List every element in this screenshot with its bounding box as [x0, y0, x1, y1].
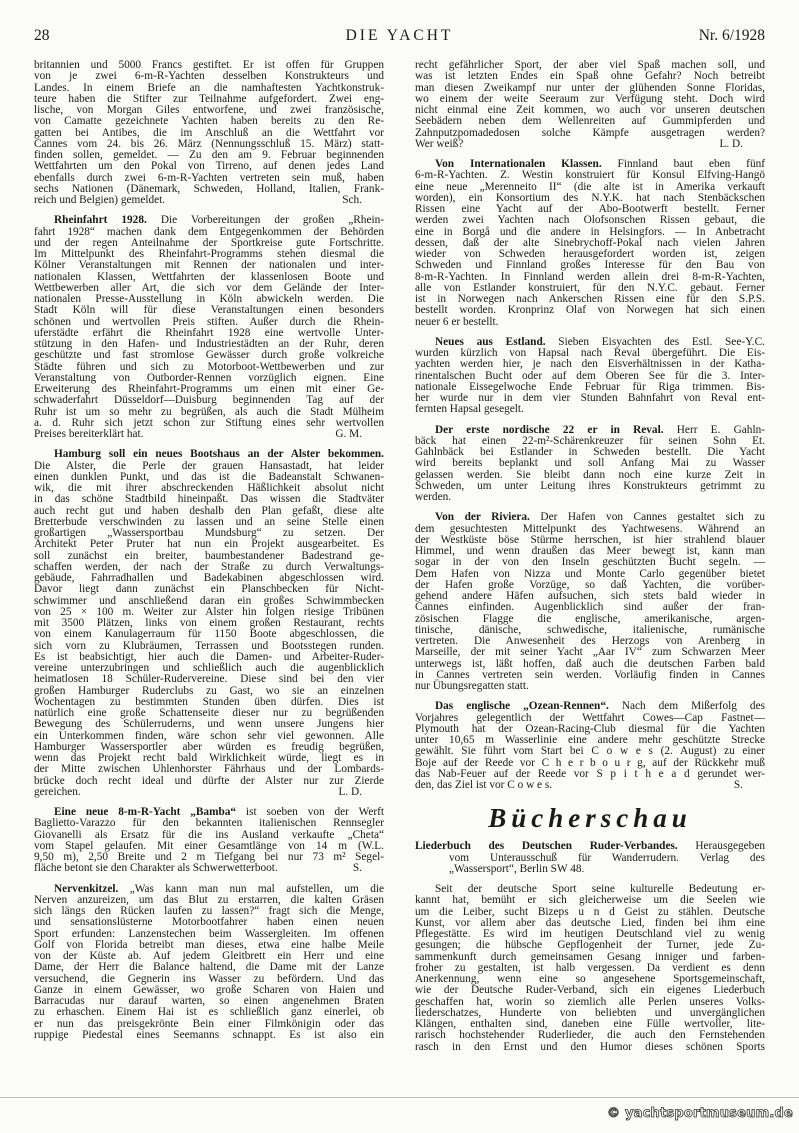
line-text: Seit der deutsche Sport seine kulturelle Bedeutung er-: [435, 883, 765, 895]
line-text: rinentalschen Bucht oder auf dem Oberen See für die 3. Inter-: [415, 369, 765, 382]
line-text: Der Hafen von Cannes gestaltet sich zu: [529, 511, 765, 524]
line-text: schwimmer und anschließend daran ein großes Schwimmbecken: [34, 594, 384, 607]
line-text: Dame, der Herr die Balance haltend, die Dame mit der Lanze: [34, 961, 384, 974]
line-text: Klängen, enthalten sind, daneben eine Fülle wertvoller, lite-: [415, 1018, 765, 1030]
line-text: bestellt worden. Kronprinz Olaf von Norwegen hat sich einen: [415, 304, 765, 317]
line-text: fläche betont sie den Charakter als Schwerwetterboot.: [34, 862, 278, 875]
line-text: Davor liegt dann zunächst ein Planschbecken für Nicht-: [34, 583, 384, 596]
line-text: 8-m-R-Yachten. In Finnland werden allein drei 8-m-R-Yachten,: [415, 270, 765, 283]
line-text: und sensationslüsterne Motorbootfahrer haben einen neuen: [34, 916, 384, 929]
line-text: in Cannes vertreten sein werden. Vorläufig finden in Cannes: [415, 668, 765, 681]
line-text: eine in Borgå und die andere in Helsingfors. — In Anbetracht: [415, 225, 765, 238]
line-text: teure haben die Stifter zur Teilnahme aufgefordert. Zwei eng-: [34, 92, 384, 105]
line-text: vom Unterausschuß für Wanderrudern. Verlag des: [449, 851, 765, 864]
line-text: von 25 × 100 m. Weiter zur Alster hin folgen riesige Tribünen: [34, 605, 384, 618]
line-text: Ruhr ist um so mehr zu begrüßen, als auch die Stadt Mülheim: [34, 405, 384, 418]
line-text: Wettfahrten um den Pokal von Tirreno, auf denen jedes Land: [34, 160, 384, 173]
line-text: und der regen Anteilnahme der Sportkreise gute Fortschritte.: [34, 236, 384, 249]
line-text: gelassen werden. Sie bleibt dann noch eine kurze Zeit in: [415, 468, 765, 481]
line-text: ebenfalls durch zwei 6-m-R-Yachten vertreten sein muß, haben: [34, 171, 384, 184]
line-text: tinische, dänische, schwedische, italienische, rumänische: [415, 623, 765, 636]
line-text: von der Küste ab. Auf jedem Gleitbrett ein Herr und eine: [34, 950, 384, 962]
line-text: „Was kann man nun mal aufstellen, um die: [118, 882, 384, 895]
line-text: Baglietto-Varazzo für den bekannten italienischen Rennsegler: [34, 817, 384, 830]
line-text: nationalen Klassen, Wettfahrten der klassenlosen Boote und: [34, 270, 384, 283]
line-text: von je zwei 6-m-R-Yachten desselben Konstrukteurs und: [34, 70, 384, 83]
line-text: wurden kürzlich von Hapsal nach Reval übergeführt. Die Eis-: [415, 347, 765, 359]
line-text: Cannes vom 24. bis 26. März (Nennungsschluß 15. März) statt-: [34, 137, 384, 150]
line-text: man diesen Zweikampf nur unter der glühenden Sonne Floridas,: [415, 81, 765, 94]
line-text: gehend andere Häfen aufsuchen, sich stets bald wieder in: [415, 590, 765, 602]
line-text: a. d. Ruhr sich jetzt schon zur Stiftung eines sehr wertvollen: [34, 416, 384, 429]
line-text: Zahnputzpomadedosen solche Kämpfe ausgetragen werden?: [415, 126, 765, 139]
text-line: [415, 681, 765, 692]
line-text: Erweiterung des Rheinfahrt-Programms um einen mit einer Ge-: [34, 383, 384, 395]
line-text: Anerkennung, wenn eine so angesehene Sportsgemeinschaft,: [415, 973, 765, 985]
line-text: brücke doch recht ideal und dürfte der Alster nur zur Zierde: [34, 774, 384, 787]
line-text: wik, die mit ihrer abschreckenden Häßlichkeit absolut nicht: [34, 482, 384, 494]
line-text: zösischen Flagge die englische, amerikanische, argen-: [415, 612, 765, 625]
line-text: Gahlnbäck bei Estlander in Schweden bestellt. Die Yacht: [415, 446, 765, 458]
text-line: [34, 776, 384, 787]
book-review-entry: [415, 841, 765, 875]
line-text: Golf von Florida betreibt man dieses, etwa eine halbe Meile: [34, 938, 384, 951]
line-text: von einem Kanulagerraum für 1150 Boote abgeschlossen, die: [34, 628, 384, 641]
line-text: ist in Norwegen nach Ankerschen Rissen eine für den S.P.S.: [415, 293, 765, 305]
line-text: liederschatzes, Hunderte von beliebten und unvergänglichen: [415, 1006, 765, 1019]
line-text: fernten Hapsal gesegelt.: [415, 403, 524, 416]
line-text: Nerven anzureizen, um das Blut zu erstarren, die kalten Gräsen: [34, 893, 384, 906]
line-text: dem gesuchtesten Mittelpunkt des Yachtwesens. Während an: [415, 522, 765, 535]
line-text: auch recht gut und haben deshalb den Plan gefaßt, diese alte: [34, 504, 384, 517]
line-text: uferstädte erfährt die Rheinfahrt 1928 eine wertvolle Unter-: [34, 326, 384, 339]
line-text: Sport erfunden: Lanzenstechen beim Wassergleiten. Im offenen: [34, 927, 384, 940]
line-text: was ist letzten Endes ein Spaß ohne Gefahr? Noch betreibt: [415, 70, 765, 83]
line-text: fahrt 1928“ machen dank dem Entgegenkommen der Behörden: [34, 225, 384, 238]
line-text: Im Mittelpunkt des Rheinfahrt-Programms stehen diesmal die: [34, 248, 384, 260]
section-heading: Bücherschau: [488, 803, 692, 834]
article: [34, 60, 384, 206]
page-bottom-rule: [0, 1097, 799, 1098]
line-text: nationalen Presse-Ausstellung in Köln abwickeln werden. Die: [34, 293, 384, 305]
line-text: Nach dem Mißerfolg des: [608, 700, 765, 713]
line-text: eine neue „Merenneito II“ (die alte ist in Amerika verkauft: [415, 180, 765, 193]
line-text: kannt hat, bemüht er sich gleicherweise um die Seelen wie: [415, 894, 765, 907]
line-text: schaffen werden, der nach der Straße zu durch Verwaltungs-: [34, 560, 384, 573]
line-text: Kunst, vor allem aber das deutsche Lied, finden bei ihm eine: [415, 916, 765, 929]
line-text: einen dunklen Punkt, und das ist die Badeanstalt Schwanen-: [34, 470, 384, 483]
line-text: zu erhaschen. Einem Hai ist es schließlich ganz einerlei, ob: [34, 1006, 384, 1019]
text-line: [415, 1042, 765, 1053]
right-column: [415, 60, 765, 1062]
text-line: [415, 481, 765, 492]
article: [415, 701, 765, 791]
article-heading: Nervenkitzel.: [54, 882, 119, 895]
line-text: sogar in der von den Inseln geschützten Bucht segeln. —: [415, 556, 765, 569]
article: [34, 884, 384, 1042]
line-text: Schweden, um unter Leitung ihres Konstrukteurs getrimmt zu: [415, 479, 765, 492]
text-line: [415, 492, 765, 503]
line-text: „Wassersport“, Berlin SW 48.: [449, 862, 585, 875]
line-text: Städte führen und sich zu Motorboot-Wettbewerben und zur: [34, 360, 384, 373]
line-text: Bretterbude verschwinden zu lassen und an seine Stelle einen: [34, 515, 384, 528]
author-signature: G. M.: [335, 428, 362, 440]
line-text: britannien und 5000 Francs gestiftet. Er ist offen für Gruppen: [34, 59, 384, 71]
line-text: worden), ein Konsortium des N.Y.K. hat nach Stenbäckschen: [415, 191, 765, 204]
line-text: Marseille, der mit seiner Yacht „Aar IV“ zum Schwarzen Meer: [415, 646, 765, 659]
line-text: ruppige Piedestal eines Seemanns schnappt. Es ist also ein: [34, 1028, 384, 1041]
line-text: Plymouth hat der Ozean-Racing-Club diesmal für die Yachten: [415, 722, 765, 735]
text-line: [415, 128, 765, 139]
article: [415, 884, 765, 1053]
article: [415, 60, 765, 150]
line-text: gewählt. Sie führt vom Start bei C o w e s (2. August) zu einer: [415, 745, 765, 758]
author-signature: L. D.: [719, 137, 743, 150]
line-text: rasch in den Ernst und den Humor dieses schönen Sports: [415, 1040, 765, 1053]
article: [415, 337, 765, 416]
article: [34, 215, 384, 440]
line-text: Ganze in einem Gewässer, wo große Scharen von Haien und: [34, 983, 384, 996]
line-text: Die Alster, die Perle der grauen Hansastadt, hat leider: [34, 459, 384, 472]
line-text: sich längs den Rücken laufen zu lassen?“ fragt sich die Menge,: [34, 905, 384, 917]
article-heading: Von Internationalen Klassen.: [435, 158, 602, 170]
line-text: unterwegs ist, läßt hoffen, daß auch die deutschen Farben bald: [415, 657, 765, 670]
line-text: heimatlosen 18 Schüler-Rudervereine. Diese sind bei den vier: [34, 673, 384, 686]
line-text: gebäude, Fahrradhallen und Badekabinen abgeschlossen wird.: [34, 572, 384, 584]
line-text: unter 10,65 m Wasserlinie eine andere mehr geschützte Strecke: [415, 734, 765, 746]
line-text: nur Übungsregatten statt.: [415, 680, 529, 692]
line-text: Boje auf der Reede vor C h e r b o u r g, auf der Rückkehr muß: [415, 756, 765, 769]
line-text: der Mitte zwischen Uhlenhorster Fährhaus und der Lombards-: [34, 763, 384, 776]
text-line: [415, 139, 765, 150]
article: [34, 807, 384, 875]
page-number: 28: [34, 27, 50, 44]
article-heading: Rheinfahrt 1928.: [54, 214, 147, 227]
line-text: reich und Belgien) gemeldet.: [34, 194, 166, 206]
article: [415, 512, 765, 692]
line-text: 9,50 m), 2,50 Breite und 2 m Tiefgang bei nur 73 m² Segel-: [34, 851, 384, 863]
line-text: das Nab-Feuer auf der Reede vor S p i t h e a d gerundet wer-: [415, 767, 765, 780]
line-text: Finnland baut eben fünf: [601, 158, 765, 170]
line-text: Bewegung des Schülerruderns, und wenn unsere Jungens hier: [34, 718, 384, 731]
line-text: Himmel, und wenn draußen das Meer bewegt ist, kann man: [415, 545, 765, 557]
text-line: [34, 195, 384, 206]
line-text: Wochentagen zu bestimmten Stunden üben dürfen. Dies ist: [34, 695, 384, 708]
line-text: vereine unterzubringen und schließlich auch die augenblicklich: [34, 662, 384, 674]
line-text: sich vorn zu Klubräumen, Terrassen und Bootsstegen runden.: [34, 639, 384, 652]
line-text: vertreten. Die Anwesenheit des Herzogs von Arenberg in: [415, 635, 765, 647]
line-text: Stadt Köln will für diese Veranstaltungen einen besonders: [34, 304, 384, 317]
text-line: [415, 864, 765, 875]
line-text: Hamburger Wassersportler aber würden es freudig begrüßen,: [34, 740, 384, 753]
author-signature: Sch.: [342, 194, 362, 206]
author-signature: L. D.: [338, 785, 362, 798]
article: [415, 159, 765, 328]
line-text: Wettbewerben aller Art, die sich vor dem Gelände der Inter-: [34, 281, 384, 294]
line-text: Wer weiß?: [415, 137, 464, 150]
line-text: werden zwei Yachten nach Olofsonschen Rissen gebaut, die: [415, 214, 765, 227]
line-text: soll zunächst ein breiter, baumbestandener Badestrand ge-: [34, 549, 384, 562]
line-text: rarisch hochstehender Ruderlieder, die auch den Fernstehenden: [415, 1029, 765, 1042]
line-text: gereichen.: [34, 785, 81, 798]
line-text: er nun das preisgekrönte Bein einer Filmkönigin oder das: [34, 1017, 384, 1030]
line-text: Sieben Eisyachten des Estl. See-Y.C.: [545, 335, 765, 348]
line-text: lische, von Morgan Giles entworfene, und zwei französische,: [34, 104, 384, 116]
line-text: ein Unterkommen finden, wäre schon sehr viel gewonnen. Alle: [34, 729, 384, 742]
text-line: [34, 787, 384, 798]
line-text: Die Vorbereitungen der großen „Rhein-: [146, 214, 385, 227]
line-text: der Hafen große Vorzüge, so daß Yachten, die vorüber-: [415, 578, 765, 591]
line-text: um die Leiber, sucht Bizeps u n d Geist zu stählen. Deutsche: [415, 905, 765, 918]
line-text: der Westküste böse Stürme herrschen, ist hier strahlend blauer: [415, 533, 765, 546]
article-heading: Neues aus Estland.: [435, 335, 546, 348]
line-text: geschaffen hat, worin so ziemlich alle Perlen unseres Volks-: [415, 995, 765, 1008]
line-text: Vorjahres gelegentlich der Wettfahrt Cowes—Cap Fastnet—: [415, 711, 765, 724]
line-text: Architekt Peter Pruter hat nun ein Projekt ausgearbeitet. Es: [34, 538, 384, 551]
left-column: [34, 60, 384, 1050]
line-text: vom Stapel gelaufen. Mit einer Gesamtlänge von 14 m (W.L.: [34, 839, 384, 852]
author-signature: S.: [733, 779, 743, 791]
line-text: wieder von Schweden herausgefordert worden ist, zeigen: [415, 248, 765, 260]
magazine-title: DIE YACHT: [345, 27, 454, 44]
line-text: Herr E. Gahln-: [663, 423, 765, 436]
line-text: bäck hat einen 22-m²-Schärenkreuzer für seinen Sohn Et.: [415, 434, 765, 447]
line-text: wo einem der weite Seeraum zur Verfügung steht. Doch wird: [415, 92, 765, 105]
line-text: gatten bei Antibes, die im Anschluß an die Wettfahrt vor: [34, 126, 384, 139]
line-text: den, das Ziel ist vor C o w e s.: [415, 779, 553, 791]
line-text: Landes. In einem Briefe an die namhaftesten Yachtkonstruk-: [34, 81, 384, 94]
line-text: Dem Hafen von Nizza und Monte Carlo gegenüber bietet: [415, 567, 765, 580]
line-text: Cannes einfinden. Augenblicklich sind außer der fran-: [415, 601, 765, 614]
text-line: [34, 1030, 384, 1041]
article-heading: Das englische „Ozean-Rennen“.: [435, 700, 609, 713]
line-text: recht gefährlicher Sport, der aber viel Spaß machen soll, und: [415, 59, 765, 71]
line-text: wie der Deutsche Ruder-Verband, sich ein eigenes Liederbuch: [415, 984, 765, 997]
line-text: sechs Nationen (Dänemark, Schweden, Holland, Italien, Frank-: [34, 182, 384, 195]
line-text: versuchend, die Gegnerin ins Wasser zu befördern. Und das: [34, 972, 384, 985]
line-text: Rissen eine Yacht auf der Abo-Bootwerft bestellt. Ferner: [415, 203, 765, 215]
line-text: wenn das Projekt recht bald Wirklichkeit würde, liegt es in: [34, 752, 384, 764]
text-line: [415, 780, 765, 791]
line-text: schwaderfahrt Düsseldorf—Duisburg beginnenden Tag auf der: [34, 394, 384, 407]
line-text: mit 3500 Plätzen, links von einem großen Restaurant, rechts: [34, 617, 384, 629]
line-text: neuer 6 er bestellt.: [415, 315, 499, 328]
line-text: her wurde nur in dem vier Stunden Bahnfahrt von Reval ent-: [415, 392, 765, 404]
text-line: [34, 429, 384, 440]
line-text: Barracudas nur darauf warten, so einen angenehmen Braten: [34, 995, 384, 1007]
article-heading: Von der Riviera.: [435, 511, 530, 524]
author-signature: S.: [352, 862, 362, 875]
article-heading: Eine neue 8-m-R-Yacht „Bamba“: [54, 806, 237, 818]
line-text: nicht einmal eine Zeit kommen, wo auch vor unseren deutschen: [415, 104, 765, 116]
line-text: großen Hamburger Ruderclubs zu Gast, wo sie an einzelnen: [34, 684, 384, 697]
line-text: Herausgegeben: [677, 840, 765, 853]
line-text: Schweden und Finnland großes Interesse für den Bau von: [415, 259, 765, 272]
article-heading: Liederbuch des Deutschen Ruder-Verbandes.: [415, 840, 678, 853]
line-text: Seebädern neben dem Wellenreiten auf Gummipferden und: [415, 115, 765, 128]
line-text: Preises bereiterklärt hat.: [34, 428, 144, 440]
line-text: 6-m-R-Yachten. Z. Westin konstruiert für Konsul Elfving-Hangö: [415, 169, 765, 182]
line-text: großartigen „Wassersportbau Mundsburg“ zu setzen. Der: [34, 527, 384, 539]
text-line: [34, 863, 384, 874]
article-heading: Hamburg soll ein neues Bootshaus an der Alster bekommen.: [54, 448, 384, 461]
line-text: dessen, daß der alte Sinebrychoff-Pokal nach vielen Jahren: [415, 236, 765, 249]
line-text: Kölner Veranstaltungen mit Rennen der nationalen und inter-: [34, 259, 384, 272]
line-text: ist soeben von der Werft: [236, 806, 384, 818]
article: [415, 425, 765, 504]
line-text: geschützte und fast stromlose Gewässer durch große volkreiche: [34, 349, 384, 362]
watermark: © yachtsportmuseum.de: [607, 1106, 793, 1121]
line-text: Veranstaltung von Outborder-Rennen vorzüglich eignen. Eine: [34, 371, 384, 384]
line-text: Giovanelli als Ersatz für die ins Ausland verkaufte „Cheta“: [34, 828, 384, 841]
issue-number: Nr. 6/1928: [698, 27, 765, 44]
line-text: alle von Estlander konstruiert, für den N.Y.C. gebaut. Ferner: [415, 281, 765, 294]
line-text: nationale Eissegelwoche Ende Februar für Riga trimmen. Bis-: [415, 380, 765, 393]
line-text: in das schöne Stadtbild hineinpaßt. Das wissen die Stadtväter: [34, 493, 384, 506]
line-text: werden.: [415, 491, 452, 503]
line-text: froher zu gestalten, ist halb vergessen. Da verdient es denn: [415, 961, 765, 974]
article: [34, 449, 384, 798]
line-text: Pflegestätte. Es wird im heutigen Deutschland viel zu wenig: [415, 928, 765, 940]
text-line: [415, 317, 765, 328]
line-text: gesungen; die hübsche Gepflogenheit der Turner, jede Zu-: [415, 939, 765, 952]
line-text: Es ist beabsichtigt, hier auch die Damen- und Arbeiter-Ruder-: [34, 650, 384, 663]
line-text: natürlich eine große Schattenseite dieser nur zu begrüßenden: [34, 707, 384, 719]
text-line: [415, 404, 765, 415]
line-text: von Camatte gezeichnete Yachten haben bereits zu den Re-: [34, 115, 384, 128]
line-text: sammenkunft durch gemeinsamen Gesang inniger und farben-: [415, 950, 765, 963]
line-text: wird bereits beplankt und soll Anfang Mai zu Wasser: [415, 457, 765, 470]
line-text: schönen und wertvollen Preis stiften. Außer durch die Rhein-: [34, 315, 384, 328]
line-text: stützung in den Hafen- und Industriestädten an der Ruhr, deren: [34, 338, 384, 350]
article-heading: Der erste nordische 22 er in Reval.: [435, 423, 664, 436]
line-text: yachten werden hier, je nach den Eisverhältnissen in der Katha-: [415, 358, 765, 371]
line-text: finden sollen, gemeldet. — Zu den am 9. Februar beginnenden: [34, 149, 384, 161]
